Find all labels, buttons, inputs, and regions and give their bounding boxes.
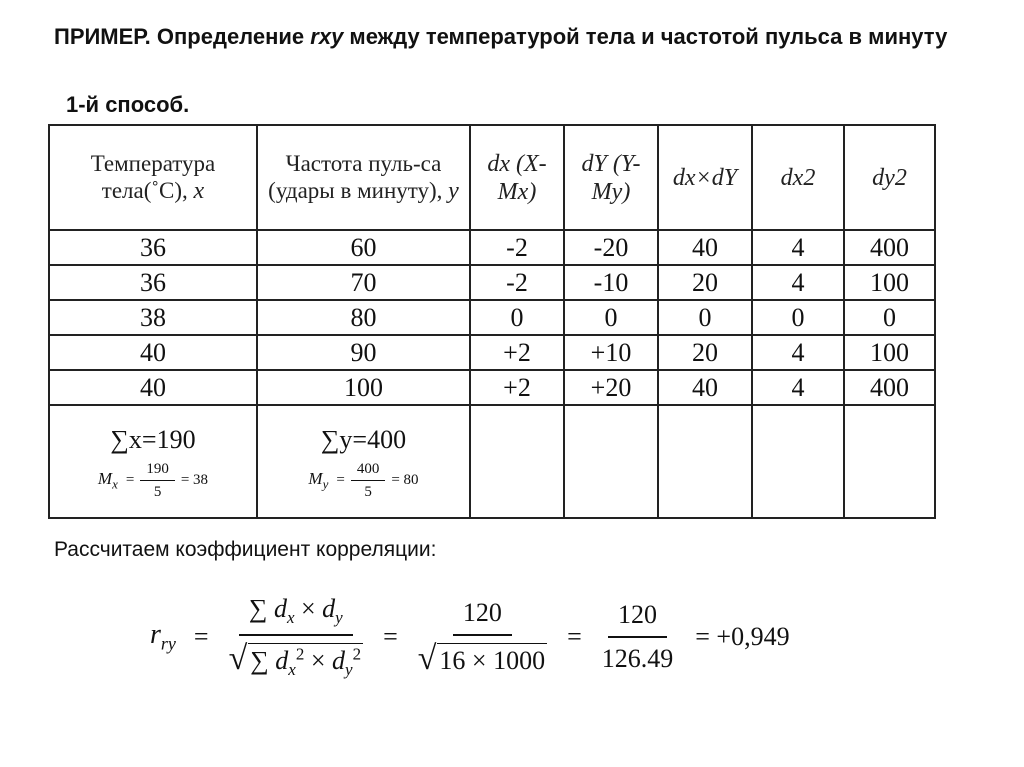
- slide-title: [54, 20, 1004, 54]
- table-cell: 40: [49, 370, 257, 405]
- table-cell: 38: [49, 300, 257, 335]
- table-cell: 60: [257, 230, 470, 265]
- sum-x: ∑x=190: [110, 424, 196, 454]
- table-cell: 70: [257, 265, 470, 300]
- formula-step-sqrt: $\frac{120}{√ 16 \times 1000}$: [417, 598, 546, 678]
- table-cell: 20: [658, 265, 752, 300]
- table-cell: 0: [658, 300, 752, 335]
- mean-y-formula: $M_y$ = $\frac{400}{5}$ = 80: [308, 460, 419, 500]
- table-cell: 0: [752, 300, 844, 335]
- table-cell: 400: [844, 370, 935, 405]
- header-pulse: Частота пуль-са (удары в минуту), y: [257, 125, 470, 230]
- title-variable: rxy: [310, 24, 344, 49]
- table-cell: -2: [470, 265, 564, 300]
- table-cell: 4: [752, 265, 844, 300]
- table-cell: 0: [844, 300, 935, 335]
- table-cell: 40: [658, 230, 752, 265]
- table-cell: 20: [658, 335, 752, 370]
- empty-cell: [658, 405, 752, 518]
- table-cell: +2: [470, 370, 564, 405]
- table-cell: 100: [844, 265, 935, 300]
- slide-subtitle: 1-й способ.: [66, 92, 190, 117]
- correlation-formula: $r_{ry}$ = $\frac{\sum d_x \times d_y}{√ \sum d_x^2 \times d_y^2}$ = $\frac{120}{√ 16 \times 1000}$ = $\frac{120}{126.49}$ = +0,949: [150, 594, 790, 680]
- table-cell: 4: [752, 230, 844, 265]
- formula-definition: $\frac{\sum d_x \times d_y}{√ \sum d_x^2 \times d_y^2}$: [228, 594, 362, 680]
- table-cell: 40: [49, 335, 257, 370]
- empty-cell: [752, 405, 844, 518]
- table-cell: 80: [257, 300, 470, 335]
- table-row: [49, 335, 935, 370]
- table-cell: 100: [844, 335, 935, 370]
- table-cell: 4: [752, 370, 844, 405]
- table-cell: 0: [470, 300, 564, 335]
- table-row: [49, 370, 935, 405]
- header-temperature: Температура тела(˚С), x: [49, 125, 257, 230]
- header-row: [49, 125, 935, 230]
- table-row: [49, 300, 935, 335]
- table-cell: +2: [470, 335, 564, 370]
- table-cell: 100: [257, 370, 470, 405]
- header-dy2: dy2: [844, 125, 935, 230]
- title-prefix: ПРИМЕР. Определение: [54, 24, 311, 49]
- empty-cell: [844, 405, 935, 518]
- table-cell: 0: [564, 300, 658, 335]
- table-cell: 90: [257, 335, 470, 370]
- empty-cell: [564, 405, 658, 518]
- header-dx: dx (X-Mx): [470, 125, 564, 230]
- table-cell: -2: [470, 230, 564, 265]
- table-cell: 4: [752, 335, 844, 370]
- table-cell: 400: [844, 230, 935, 265]
- formula-step-value: $\frac{120}{126.49}$: [601, 600, 674, 674]
- table-row: [49, 265, 935, 300]
- header-dx2: dx2: [752, 125, 844, 230]
- header-dy: dY (Y-My): [564, 125, 658, 230]
- empty-cell: [470, 405, 564, 518]
- correlation-intro: Рассчитаем коэффициент корреляции:: [54, 538, 437, 561]
- data-table: [48, 124, 936, 519]
- table-cell: +10: [564, 335, 658, 370]
- table-cell: 40: [658, 370, 752, 405]
- table-row: [49, 230, 935, 265]
- sum-y-cell: [257, 405, 470, 518]
- table-cell: -20: [564, 230, 658, 265]
- formula-result: = +0,949: [695, 622, 790, 652]
- table-cell: -10: [564, 265, 658, 300]
- table-cell: 36: [49, 265, 257, 300]
- sum-y: ∑y=400: [320, 424, 407, 454]
- sum-x-cell: [49, 405, 257, 518]
- table-cell: 36: [49, 230, 257, 265]
- r-symbol: $r_{ry}$: [150, 619, 176, 654]
- mean-x-formula: $M_x$ = $\frac{190}{5}$ = 38: [97, 460, 209, 500]
- header-dx-dy: dx×dY: [658, 125, 752, 230]
- sum-row: [49, 405, 935, 518]
- title-suffix: между температурой тела и частотой пульса в минуту: [343, 24, 948, 49]
- table-cell: +20: [564, 370, 658, 405]
